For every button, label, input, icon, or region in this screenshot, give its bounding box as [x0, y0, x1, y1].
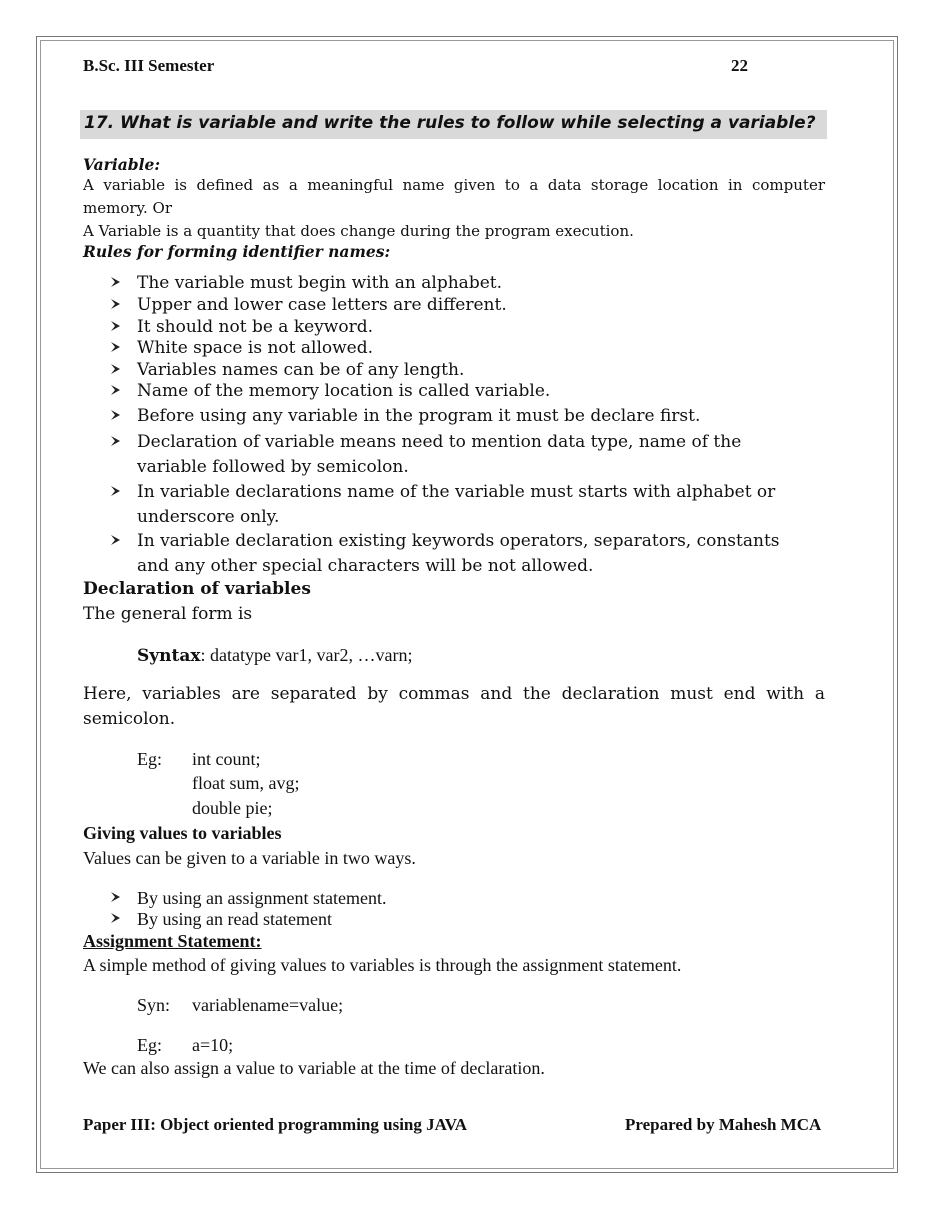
- arrowhead-bullet-icon: [110, 338, 122, 358]
- giving-values-heading: Giving values to variables: [83, 823, 282, 843]
- arrowhead-bullet-icon: [110, 317, 122, 337]
- arrowhead-bullet-icon: [110, 295, 122, 315]
- example-line: float sum, avg;: [192, 773, 300, 793]
- arrowhead-bullet-icon: [110, 480, 122, 505]
- syntax-value: : datatype var1, var2, …varn;: [200, 645, 413, 665]
- arrowhead-bullet-icon: [110, 909, 122, 930]
- list-item: Before using any variable in the program it must be declare first.: [110, 406, 780, 430]
- syn-value: variablename=value;: [192, 995, 344, 1015]
- arrowhead-bullet-icon: [110, 273, 122, 293]
- assignment-example-label: Eg:: [137, 1035, 162, 1055]
- arrowhead-bullet-icon: [110, 888, 122, 909]
- giving-values-intro: Values can be given to a variable in two ways.: [83, 848, 416, 868]
- example-line: int count;: [192, 749, 261, 769]
- arrowhead-bullet-icon: [110, 406, 122, 426]
- arrowhead-bullet-icon: [110, 529, 122, 554]
- list-item: Upper and lower case letters are different.: [110, 295, 780, 317]
- list-item: By using an assignment statement.: [110, 888, 386, 909]
- variable-definition-line2: memory. Or: [83, 199, 173, 217]
- list-item: White space is not allowed.: [110, 338, 780, 360]
- example-label: Eg:: [137, 749, 162, 769]
- rules-list: [110, 273, 780, 579]
- footer-author: Prepared by Mahesh MCA: [625, 1115, 822, 1134]
- declaration-paragraph-line1: Here, variables are separated by commas and the declaration must end with a: [83, 684, 825, 704]
- arrowhead-bullet-icon: [110, 360, 122, 380]
- footer-paper-title: Paper III: Object oriented programming using JAVA: [83, 1115, 468, 1134]
- syntax-line: [137, 645, 412, 666]
- assignment-closing: We can also assign a value to variable at the time of declaration.: [83, 1058, 545, 1078]
- syntax-label: Syntax: [137, 646, 201, 666]
- list-item: In variable declarations name of the variable must starts with alphabet or underscore only.: [110, 480, 780, 529]
- header-course: B.Sc. III Semester: [83, 56, 215, 75]
- variable-definition-line1: A variable is defined as a meaningful name given to a data storage location in computer: [83, 176, 825, 194]
- list-item: Declaration of variable means need to mention data type, name of the variable followed by semicolon.: [110, 430, 780, 480]
- list-item: It should not be a keyword.: [110, 317, 780, 338]
- assignment-intro: A simple method of giving values to variables is through the assignment statement.: [83, 955, 682, 975]
- assignment-heading: Assignment Statement:: [83, 931, 262, 951]
- question-title: 17. What is variable and write the rules to follow while selecting a variable?: [84, 113, 816, 133]
- syn-label: Syn:: [137, 995, 171, 1015]
- list-item: Variables names can be of any length.: [110, 360, 780, 381]
- header-page-number: 22: [731, 56, 748, 75]
- example-line: double pie;: [192, 798, 273, 818]
- variable-definition-alt: A Variable is a quantity that does change during the program execution.: [83, 222, 634, 240]
- list-item: The variable must begin with an alphabet.: [110, 273, 780, 295]
- list-item: By using an read statement: [110, 909, 386, 930]
- arrowhead-bullet-icon: [110, 381, 122, 401]
- assignment-example-value: a=10;: [192, 1035, 234, 1055]
- declaration-intro: The general form is: [83, 604, 253, 624]
- list-item: Name of the memory location is called variable.: [110, 381, 780, 406]
- rules-heading: Rules for forming identifier names:: [83, 242, 391, 261]
- declaration-heading: Declaration of variables: [83, 579, 311, 599]
- list-item: In variable declaration existing keywords operators, separators, constants and any other special characters will be not allowed.: [110, 529, 780, 579]
- arrowhead-bullet-icon: [110, 430, 122, 455]
- giving-values-list: [110, 888, 386, 930]
- declaration-paragraph-line2: semicolon.: [83, 709, 176, 729]
- variable-heading: Variable:: [83, 155, 161, 174]
